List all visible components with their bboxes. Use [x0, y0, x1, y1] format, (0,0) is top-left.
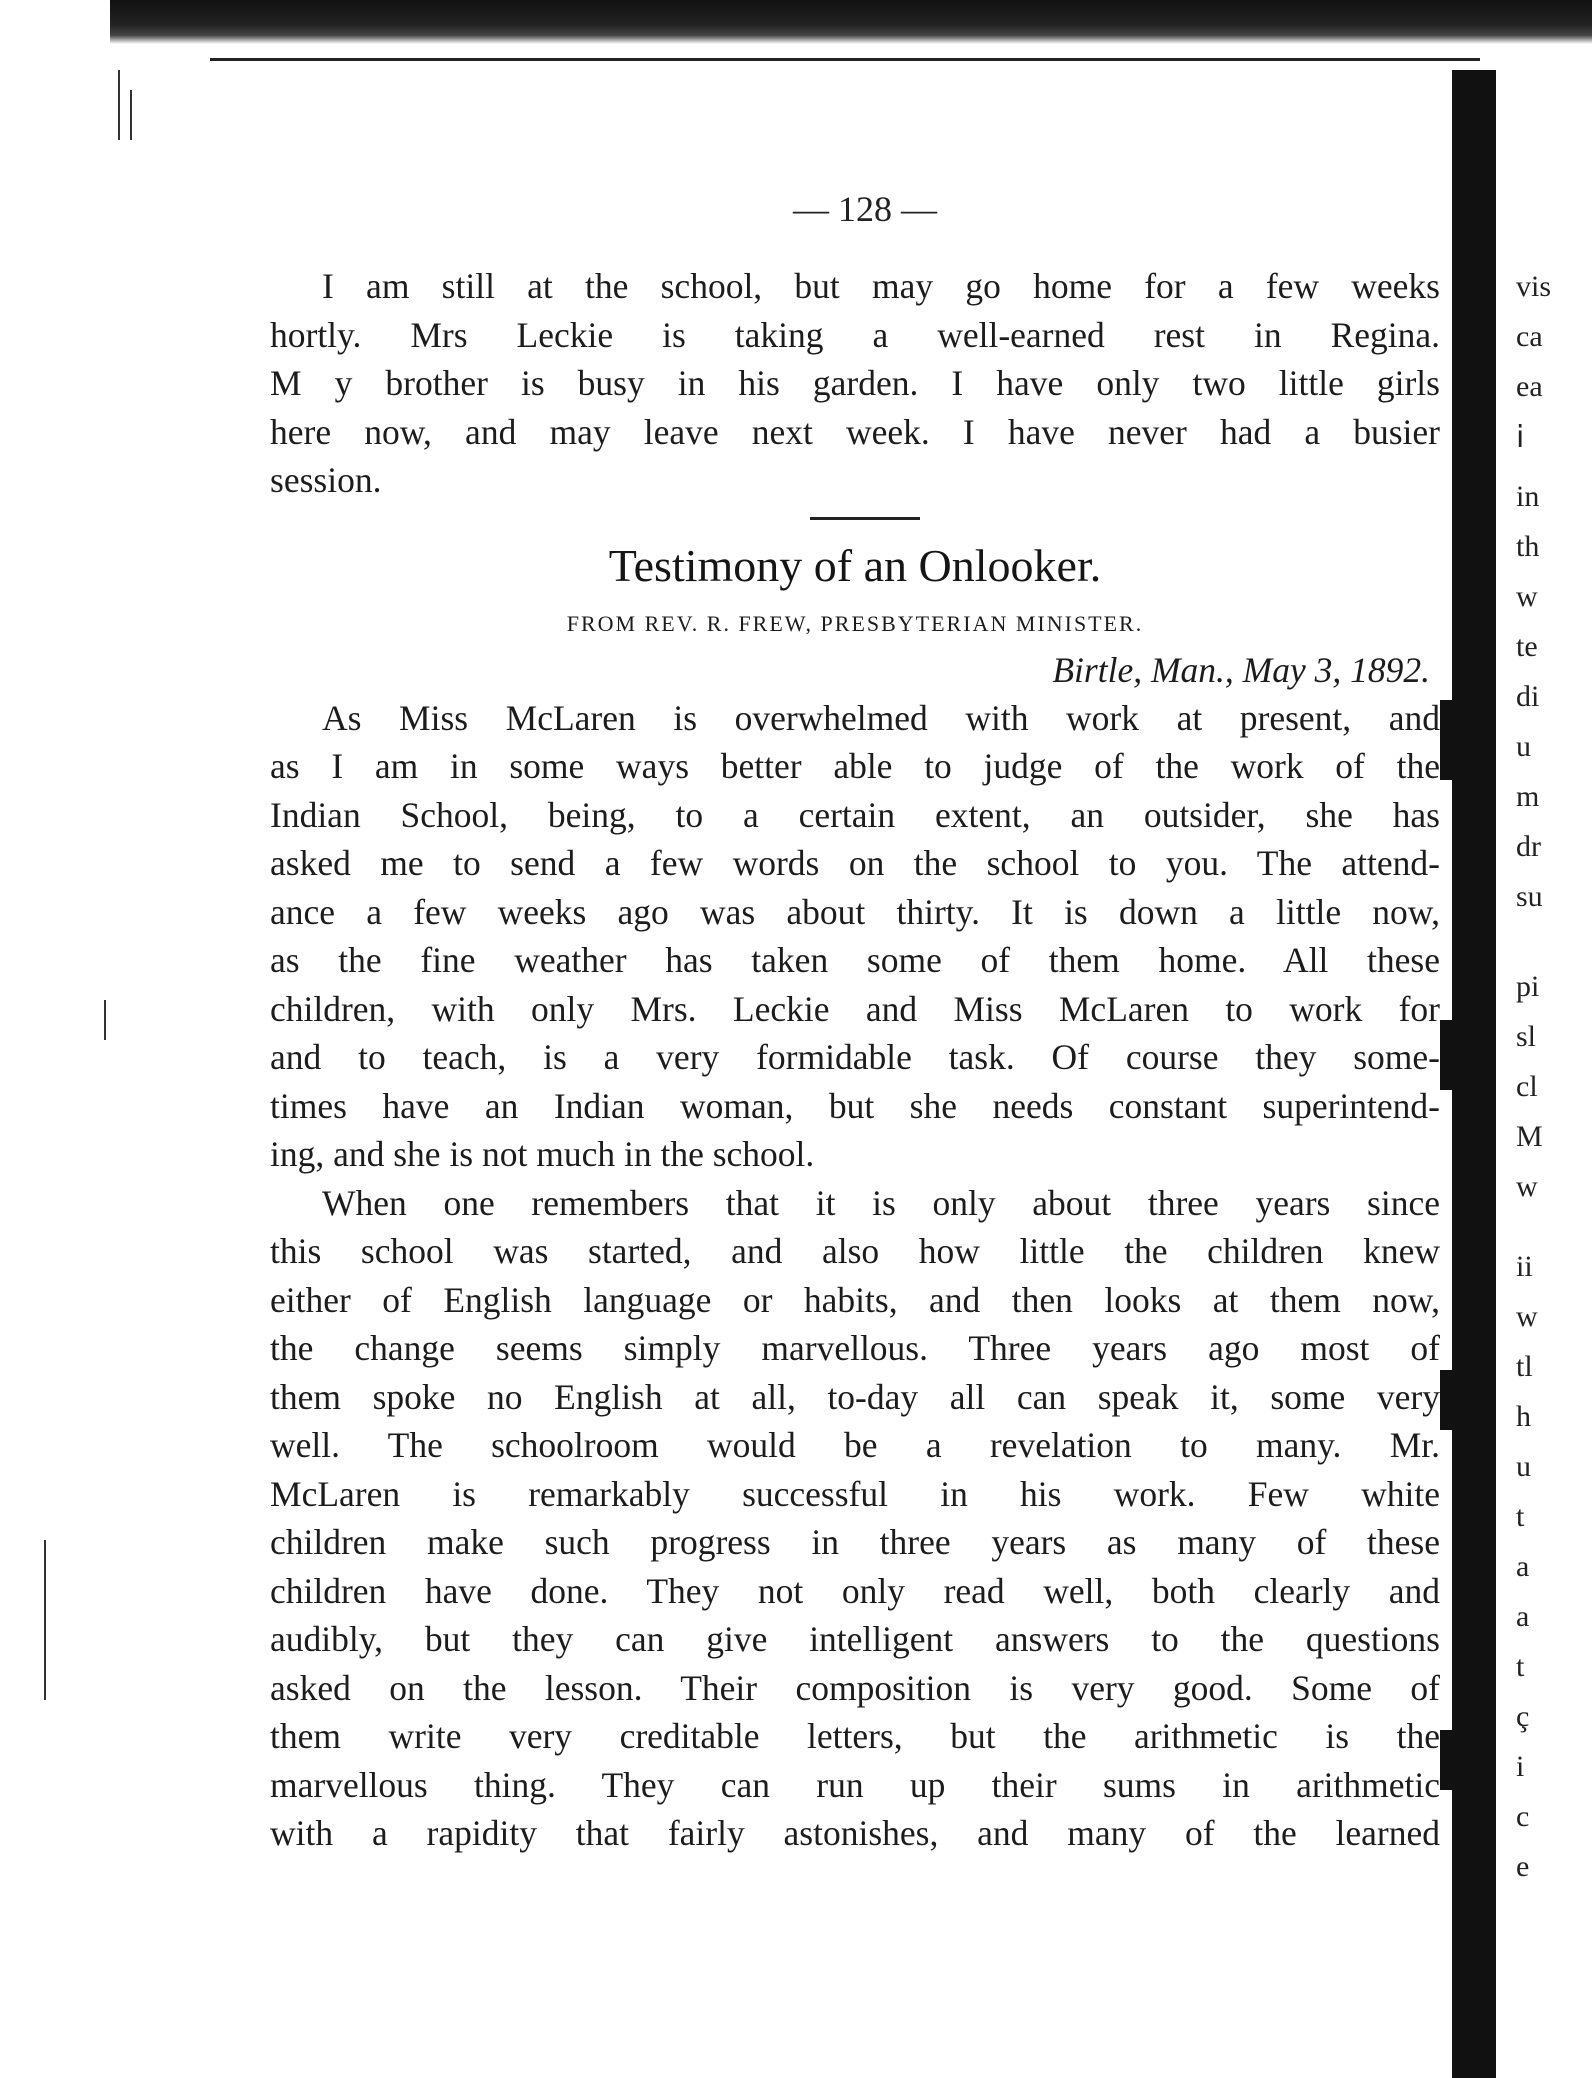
gutter-notch [1440, 1370, 1454, 1430]
fragment: h [1516, 1400, 1531, 1433]
fragment: i [1516, 1750, 1525, 1783]
text-line: McLaren is remarkably successful in his work. Few white [270, 1473, 1440, 1514]
fragment: in [1516, 480, 1540, 513]
fragment: ç [1516, 1700, 1530, 1733]
fragment: u [1516, 1450, 1531, 1483]
fragment: tl [1516, 1350, 1533, 1383]
fragment: te [1516, 630, 1538, 663]
fragment: ⅰ [1516, 421, 1525, 454]
text-line: asked on the lesson. Their composition is very good. Some of [270, 1667, 1440, 1708]
text-line: As Miss McLaren is overwhelmed with work at present, and [322, 697, 1440, 738]
text-line: here now, and may leave next week. I have never had a busier [270, 411, 1440, 452]
section-divider [810, 517, 920, 520]
fragment: e [1516, 1850, 1530, 1883]
text-line: M y brother is busy in his garden. I have only two little girls [270, 363, 1440, 403]
body-paragraph-1 [270, 694, 1440, 1179]
intro-paragraph [270, 262, 1440, 505]
fragment: vis [1516, 270, 1552, 303]
text-line: this school was started, and also how little the children knew [270, 1231, 1440, 1271]
fragment: t [1516, 1500, 1525, 1533]
text-line: children, with only Mrs. Leckie and Miss McLaren to work for [270, 988, 1440, 1029]
text-line: asked me to send a few words on the school to you. The attend- [270, 843, 1440, 883]
fragment: ea [1516, 370, 1543, 403]
text-line: well. The schoolroom would be a revelation to many. Mr. [270, 1425, 1440, 1465]
text-line: session. [270, 460, 382, 500]
fragment: M [1516, 1120, 1543, 1153]
fragment: di [1516, 680, 1540, 713]
text-line: with a rapidity that fairly astonishes, and many of the learned [270, 1813, 1440, 1853]
text-line: Indian School, being, to a certain extent, an outsider, she has [270, 794, 1440, 835]
scan-speck [118, 70, 120, 140]
fragment: w [1516, 580, 1538, 613]
text-line: and to teach, is a very formidable task. Of course they some- [270, 1037, 1440, 1077]
section-byline: FROM REV. R. FREW, PRESBYTERIAN MINISTER. [566, 610, 1144, 636]
text-line: children have done. They not only read well, both clearly and [270, 1570, 1440, 1611]
scan-top-edge [110, 0, 1592, 44]
fragment: sl [1516, 1020, 1537, 1053]
scan-gutter-shadow [1452, 70, 1496, 2078]
fragment: t [1516, 1650, 1525, 1683]
text-line: them write very creditable letters, but the arithmetic is the [270, 1716, 1440, 1756]
fragment: w [1516, 1300, 1538, 1333]
fragment: m [1516, 780, 1540, 813]
page-number: — 128 — [793, 189, 937, 229]
fragment: pi [1516, 970, 1540, 1003]
text-line: hortly. Mrs Leckie is taking a well-earned rest in Regina. [270, 314, 1440, 355]
text-line: ance a few weeks ago was about thirty. It is down a little now, [270, 891, 1440, 932]
fragment: u [1516, 730, 1531, 763]
text-line: the change seems simply marvellous. Three years ago most of [270, 1328, 1440, 1368]
text-line: as I am in some ways better able to judge of the work of the [270, 746, 1440, 786]
text-line: When one remembers that it is only about three years since [322, 1182, 1440, 1223]
gutter-notch [1440, 700, 1454, 780]
scan-top-rule [210, 58, 1480, 61]
body-paragraph-2 [270, 1179, 1440, 1858]
fragment: cl [1516, 1070, 1538, 1103]
scan-speck [44, 1540, 46, 1700]
fragment: ca [1516, 320, 1543, 353]
text-line: audibly, but they can give intelligent answers to the questions [270, 1619, 1440, 1659]
fragment: a [1516, 1550, 1530, 1583]
text-line: either of English language or habits, and then looks at them now, [270, 1279, 1440, 1320]
section-title: Testimony of an Onlooker. [608, 539, 1102, 591]
fragment: w [1516, 1170, 1538, 1203]
fragment: a [1516, 1600, 1530, 1633]
fragment: ii [1516, 1250, 1533, 1283]
text-line: times have an Indian woman, but she needs constant superintend- [270, 1085, 1440, 1126]
fragment: th [1516, 530, 1540, 563]
fragment: dr [1516, 830, 1541, 863]
fragment: su [1516, 880, 1543, 913]
gutter-notch [1440, 1730, 1454, 1790]
text-line: children make such progress in three years as many of these [270, 1522, 1440, 1562]
scan-speck [130, 90, 132, 140]
text-column [270, 262, 1440, 1858]
text-line: as the fine weather has taken some of them home. All these [270, 940, 1440, 980]
text-line: marvellous thing. They can run up their sums in arithmetic [270, 1764, 1440, 1805]
fragment: c [1516, 1800, 1530, 1833]
section-dateline: Birtle, Man., May 3, 1892. [1052, 649, 1430, 690]
gutter-notch [1440, 1020, 1454, 1090]
scan-speck [104, 1000, 106, 1040]
text-line: them spoke no English at all, to-day all can speak it, some very [270, 1376, 1440, 1417]
text-line: I am still at the school, but may go home for a few weeks [322, 266, 1440, 306]
text-line: ing, and she is not much in the school. [270, 1134, 815, 1174]
